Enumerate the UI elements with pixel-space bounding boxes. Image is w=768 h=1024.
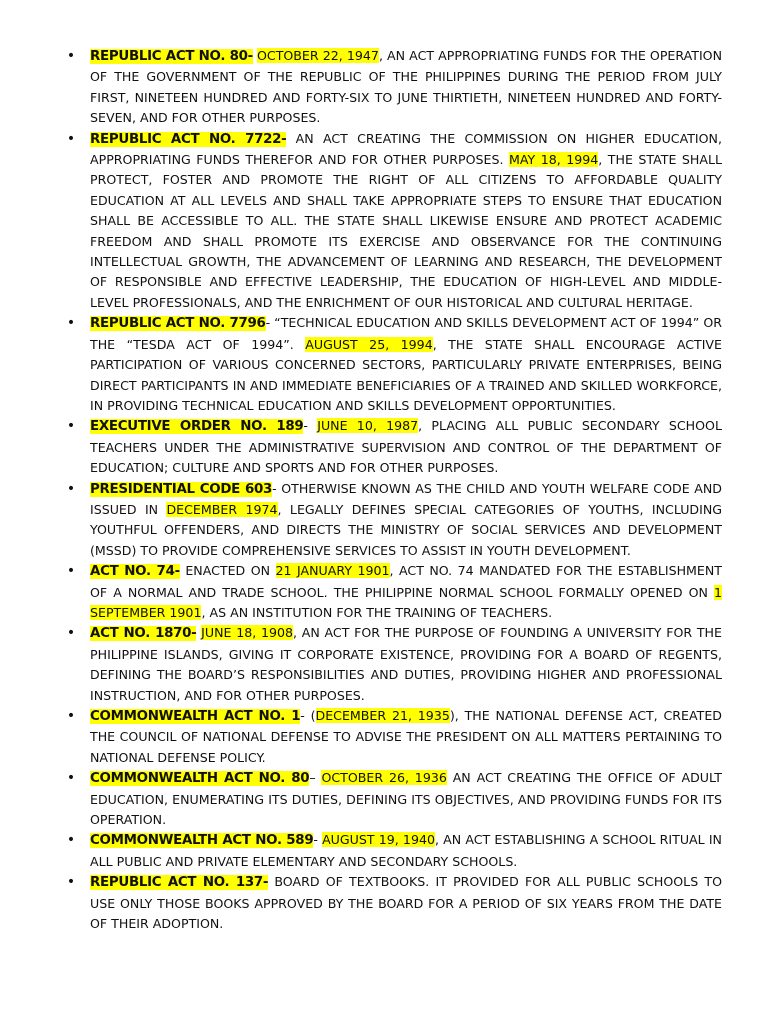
list-item [66,768,722,830]
list-item [66,872,722,934]
bullet-icon: • [66,418,76,435]
list-item [66,830,722,872]
act-name: COMMONWEALTH ACT NO. 80 [90,771,310,787]
bullet-icon: • [66,563,76,580]
act-date: AUGUST 25, 1994 [305,336,433,352]
list-item [66,623,722,706]
act-date: DECEMBER 1974 [166,501,278,517]
act-text: - [313,832,323,848]
act-name: COMMONWEALTH ACT NO. 1 [90,709,301,724]
bullet-icon: • [66,708,76,724]
bullet-icon: • [66,130,76,147]
list-item [66,416,722,478]
act-date: JUNE 10, 1987 [317,418,419,434]
act-text: AN ACT CREATING THE OFFICE OF ADULT EDUCATION, ENUMERATING ITS DUTIES, DEFINING ITS OBJECTIVES, AND PROVIDING FUNDS FOR ITS OPERATION. [90,770,722,828]
act-text: ENACTED ON [179,563,276,579]
act-name: EXECUTIVE ORDER NO. 189 [90,419,304,435]
act-name: ACT NO. 74- [90,564,180,580]
act-text: , AN ACT ESTABLISHING A SCHOOL RITUAL IN ALL PUBLIC AND PRIVATE ELEMENTARY AND SECONDARY SCHOOLS. [90,832,722,869]
act-text: , LEGALLY DEFINES SPECIAL CATEGORIES OF YOUTHS, INCLUDING YOUTHFUL OFFENDERS, AND DIRECTS THE MINISTRY OF SOCIAL SERVICES AND DEVELOPMENT (MSSD) TO PROVIDE COMPREHENSIVE SERVICES TO ASSIST IN YOUTH DEVELOPMENT. [90,501,723,558]
list-item [66,479,723,562]
act-text: , AS AN INSTITUTION FOR THE TRAINING OF TEACHERS. [201,604,553,620]
bullet-icon: • [66,625,76,642]
act-name: REPUBLIC ACT NO. 137- [90,875,269,891]
act-text: ), THE NATIONAL DEFENSE ACT, CREATED THE COUNCIL OF NATIONAL DEFENSE TO ADVISE THE PRESIDENT ON ALL MATTERS PERTAINING TO NATIONAL DEFENSE POLICY. [90,708,722,765]
bullet-icon: • [66,874,76,891]
act-date: 1 SEPTEMBER 1901 [90,584,722,620]
act-text: - OTHERWISE KNOWN AS THE CHILD AND YOUTH WELFARE CODE AND ISSUED IN [90,480,722,517]
bullet-icon: • [66,315,76,332]
act-name: ACT NO. 1870- [90,626,197,642]
act-name: REPUBLIC ACT NO. 7796 [90,316,266,332]
act-name: COMMONWEALTH ACT NO. 589 [90,833,314,849]
act-text: BOARD OF TEXTBOOKS. IT PROVIDED FOR ALL PUBLIC SCHOOLS TO USE ONLY THOSE BOOKS APPROVED BY THE BOARD FOR A PERIOD OF SIX YEARS FROM THE DATE OF THEIR ADOPTION. [90,874,722,932]
bullet-icon: • [66,480,76,497]
act-text: - ( [300,708,316,723]
act-date: MAY 18, 1994 [509,152,599,168]
act-text: , PLACING ALL PUBLIC SECONDARY SCHOOL TEACHERS UNDER THE ADMINISTRATIVE SUPERVISION AND CONTROL OF THE DEPARTMENT OF EDUCATION; CULTURE AND SPORTS AND FOR OTHER PURPOSES. [90,418,722,476]
act-date: 21 JANUARY 1901 [275,563,390,579]
act-date: OCTOBER 22, 1947 [256,48,379,63]
list-item [66,561,722,623]
list-item [66,129,723,314]
act-text: , THE STATE SHALL ENCOURAGE ACTIVE PARTICIPATION OF VARIOUS CONCERNED SECTORS, PARTICULARLY PRIVATE ENTERPRISES, BEING DIRECT PARTICIPANTS IN AND IMMEDIATE BENEFICIARIES OF A TRAINED AND SKILLED WORKFORCE, IN PROVIDING TECHNICAL EDUCATION AND SKILLS DEVELOPMENT OPPORTUNITIES. [90,336,722,413]
list-item [66,46,722,129]
bullet-icon: • [66,832,76,849]
act-name: REPUBLIC ACT NO. 80- [90,49,253,64]
act-date: JUNE 18, 1908 [201,625,294,641]
bullet-icon: • [66,770,76,787]
act-text: , THE STATE SHALL PROTECT, FOSTER AND PROMOTE THE RIGHT OF ALL CITIZENS TO AFFORDABLE QUALITY EDUCATION AT ALL LEVELS AND SHALL TAKE APPROPRIATE STEPS TO ENSURE THAT EDUCATION SHALL BE ACCESSIBLE TO ALL. THE STATE SHALL LIKEWISE ENSURE AND PROTECT ACADEMIC FREEDOM AND SHALL PROMOTE ITS EXERCISE AND OBSERVANCE FOR THE CONTINUING INTELLECTUAL GROWTH, THE ADVANCEMENT OF LEARNING AND RESEARCH, THE DEVELOPMENT OF RESPONSIBLE AND EFFECTIVE LEADERSHIP, THE EDUCATION OF HIGH-LEVEL AND MIDDLE-LEVEL PROFESSIONALS, AND THE ENRICHMENT OF OUR HISTORICAL AND CULTURAL HERITAGE. [90,152,723,310]
list-item [66,706,722,768]
act-text: - [303,418,318,434]
act-text: , ACT NO. 74 MANDATED FOR THE ESTABLISHMENT OF A NORMAL AND TRADE SCHOOL. THE PHILIPPINE NORMAL SCHOOL FORMALLY OPENED ON [90,563,722,600]
act-date: DECEMBER 21, 1935 [315,708,450,723]
acts-list [66,46,723,934]
bullet-icon: • [66,48,76,64]
act-date: AUGUST 19, 1940 [322,832,435,848]
act-name: PRESIDENTIAL CODE 603 [90,481,273,497]
act-text: AN ACT CREATING THE COMMISSION ON HIGHER EDUCATION, APPROPRIATING FUNDS THEREFOR AND FOR OTHER PURPOSES. [90,130,722,168]
act-text: – [309,770,322,786]
act-date: OCTOBER 26, 1936 [321,770,447,786]
act-text: , AN ACT APPROPRIATING FUNDS FOR THE OPERATION OF THE GOVERNMENT OF THE REPUBLIC OF THE PHILIPPINES DURING THE PERIOD FROM JULY FIRST, NINETEEN HUNDRED AND FORTY-SIX TO JUNE THIRTIETH, NINETEEN HUNDRED AND FORTY-SEVEN, AND FOR OTHER PURPOSES. [90,48,722,126]
list-item [66,313,723,416]
act-text: - “TECHNICAL EDUCATION AND SKILLS DEVELOPMENT ACT OF 1994” OR THE “TESDA ACT OF 1994”. [90,315,723,352]
act-text: , AN ACT FOR THE PURPOSE OF FOUNDING A UNIVERSITY FOR THE PHILIPPINE ISLANDS, GIVING IT CORPORATE EXISTENCE, PROVIDING FOR A BOARD OF REGENTS, DEFINING THE BOARD’S RESPONSIBILITIES AND DUTIES, PROVIDING HIGHER AND PROFESSIONAL INSTRUCTION, AND FOR OTHER PURPOSES. [90,625,722,703]
act-name: REPUBLIC ACT NO. 7722- [90,131,287,147]
